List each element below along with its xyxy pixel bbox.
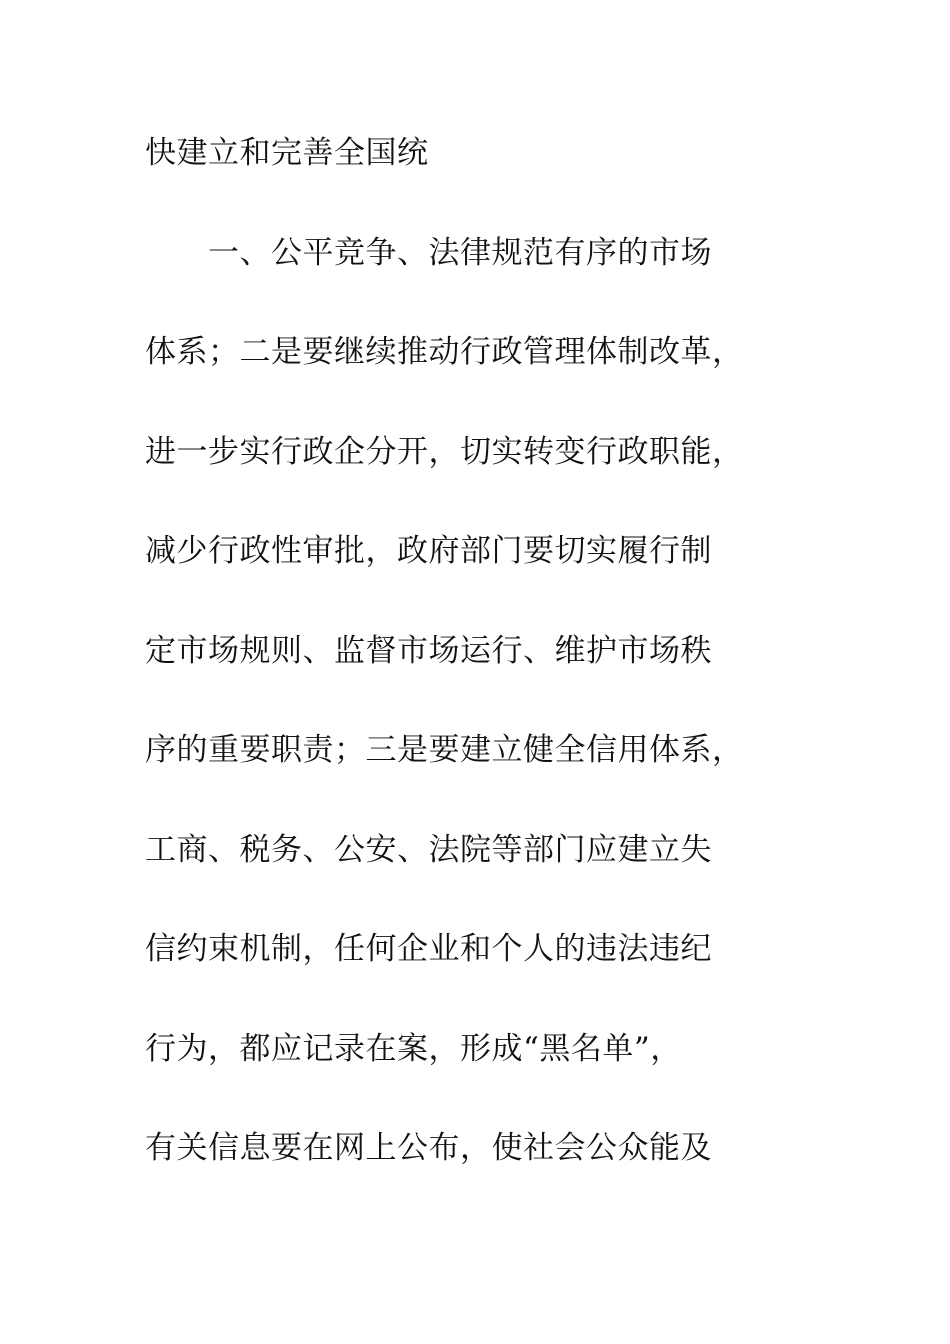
text-line: 信约束机制，任何企业和个人的违法违纪 — [145, 931, 712, 967]
text-line: 工商、税务、公安、法院等部门应建立失 — [145, 831, 712, 868]
body-text — [145, 122, 825, 1217]
text-line: 有关信息要在网上公布，使社会公众能及 — [145, 1130, 712, 1166]
text-line: 进一步实行政企分开，切实转变行政职能， — [145, 433, 744, 470]
text-line: 定市场规则、监督市场运行、维护市场秩 — [145, 632, 712, 669]
text-line: 行为，都应记录在案，形成“黑名单”， — [145, 1030, 682, 1067]
text-line: 一、公平竞争、法律规范有序的市场 — [145, 234, 712, 271]
text-line: 减少行政性审批，政府部门要切实履行制 — [145, 533, 712, 569]
text-line: 序的重要职责；三是要建立健全信用体系， — [145, 732, 744, 768]
text-line: 快建立和完善全国统 — [145, 135, 429, 171]
text-line: 体系；二是要继续推动行政管理体制改革， — [145, 334, 744, 370]
